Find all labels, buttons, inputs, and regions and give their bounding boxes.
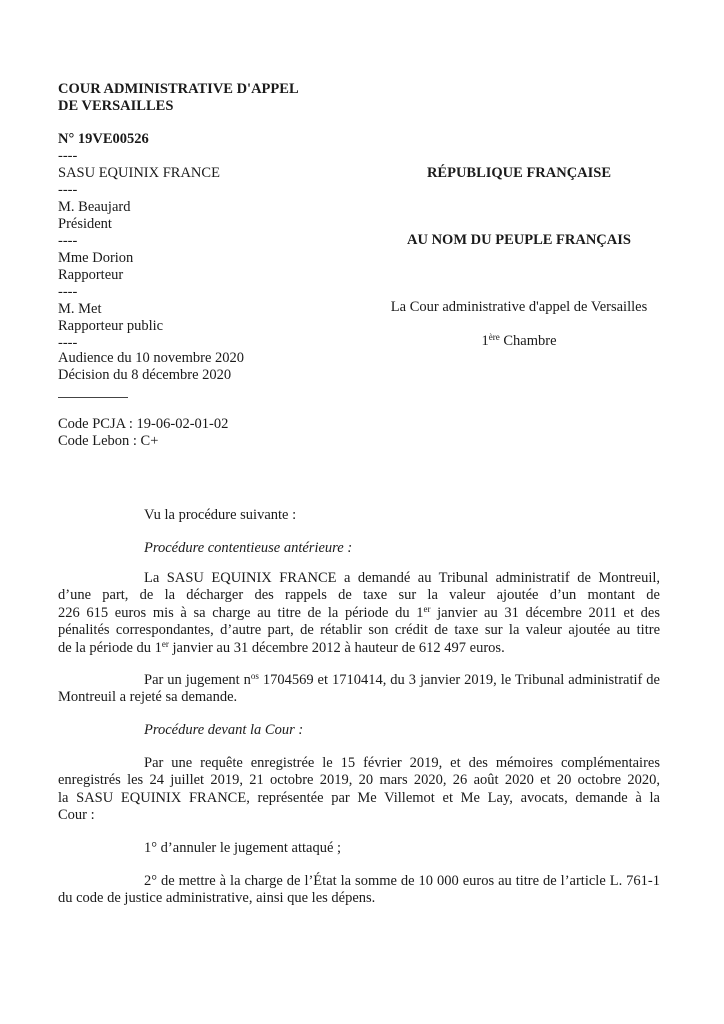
court-name-line1: COUR ADMINISTRATIVE D'APPEL — [58, 81, 299, 97]
text-line: 2° de mettre à la charge de l’État la somme de 10 000 euros au titre de l’article L. 761-1 — [144, 873, 660, 889]
chamber-ordinal: ère — [488, 332, 500, 342]
text-line: de la période du 1er janvier au 31 décembre 2012 à hauteur de 612 497 euros. — [58, 638, 505, 656]
case-number: N° 19VE00526 — [58, 131, 149, 147]
party-name: SASU EQUINIX FRANCE — [58, 165, 220, 181]
public-rapporteur-name: M. Met — [58, 301, 102, 317]
text-line: pénalités correspondantes, d’autre part, de rétablir son crédit de taxe sur la valeur ajoutée au titre — [58, 622, 660, 639]
text-line: la SASU EQUINIX FRANCE, représentée par Me Villemot et Me Lay, avocats, demande à la — [58, 789, 660, 806]
text-line: Par un jugement $n^{os}$ 1704569 et 1710414, du 3 janvier 2019, le Tribunal administratif de — [144, 671, 660, 688]
divider — [58, 397, 128, 398]
rapporteur-name: Mme Dorion — [58, 250, 134, 266]
text-line: du code de justice administrative, ainsi que les dépens. — [58, 890, 376, 907]
paragraph-judgment — [58, 672, 660, 707]
separator: ---- — [58, 148, 78, 164]
separator: ---- — [58, 335, 78, 351]
separator: ---- — [58, 233, 78, 249]
text-line: Par une requête enregistrée le 15 février 2019, et des mémoires complémentaires — [144, 755, 660, 771]
chamber-number: 1 — [481, 333, 489, 349]
court-full-name: La Cour administrative d'appel de Versailles — [390, 299, 648, 315]
president-name: M. Beaujard — [58, 199, 131, 215]
code-pcja: Code PCJA : 19-06-02-01-02 — [58, 416, 229, 432]
chamber-word: Chambre — [499, 333, 557, 349]
people-heading: AU NOM DU PEUPLE FRANÇAIS — [407, 232, 631, 248]
republic-heading: RÉPUBLIQUE FRANÇAISE — [426, 165, 612, 181]
chamber — [380, 333, 658, 350]
section-heading-prior: Procédure contentieuse antérieure : — [144, 540, 353, 556]
text-line: enregistrés les 24 juillet 2019, 21 octobre 2019, 20 mars 2020, 26 août 2020 et 20 octobre 2020, — [58, 772, 660, 789]
text-line: La SASU EQUINIX FRANCE a demandé au Tribunal administratif de Montreuil, — [144, 570, 660, 586]
procedure-intro: Vu la procédure suivante : — [144, 507, 297, 523]
separator: ---- — [58, 284, 78, 300]
paragraph-appeal — [58, 755, 660, 825]
separator: ---- — [58, 182, 78, 198]
court-name-line2: DE VERSAILLES — [58, 98, 174, 114]
code-lebon: Code Lebon : C+ — [58, 433, 159, 449]
paragraph-request — [58, 570, 660, 657]
president-role: Président — [58, 216, 112, 232]
hearing-date: Audience du 10 novembre 2020 — [58, 350, 245, 366]
text-line: Montreuil a rejeté sa demande. — [58, 689, 238, 706]
section-heading-court: Procédure devant la Cour : — [144, 722, 304, 738]
rapporteur-role: Rapporteur — [58, 267, 124, 283]
text-line: d’une part, de la décharger des rappels de taxe sur la valeur ajoutée d’un montant de — [58, 587, 660, 604]
text-line: 226 615 euros mis à sa charge au titre de la période du 1er janvier au 31 décembre 2011 et des — [58, 603, 660, 621]
text-line: Cour : — [58, 807, 95, 824]
decision-date: Décision du 8 décembre 2020 — [58, 367, 232, 383]
public-rapporteur-role: Rapporteur public — [58, 318, 164, 334]
request-item-1: 1° d’annuler le jugement attaqué ; — [144, 840, 342, 856]
request-item-2 — [58, 873, 660, 908]
